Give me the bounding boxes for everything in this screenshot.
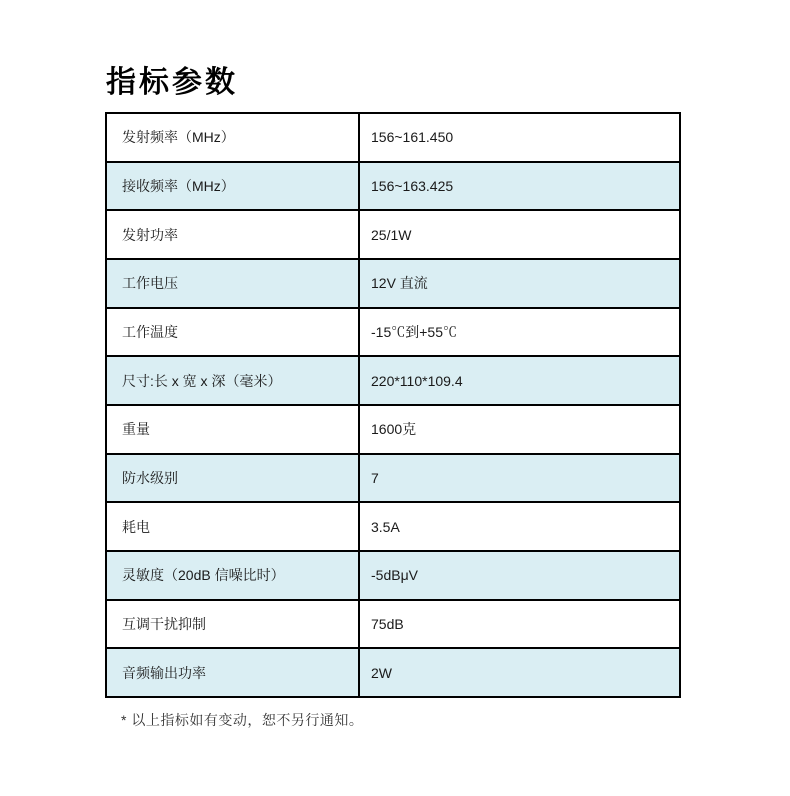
spec-value: -15℃到+55℃: [359, 308, 680, 357]
spec-label: 音频输出功率: [106, 648, 359, 697]
table-row: [106, 600, 680, 649]
spec-label: 防水级别: [106, 454, 359, 503]
spec-label: 重量: [106, 405, 359, 454]
spec-label: 工作电压: [106, 259, 359, 308]
spec-value: -5dBμV: [359, 551, 680, 600]
spec-label: 发射功率: [106, 210, 359, 259]
footnote: * 以上指标如有变动，恕不另行通知。: [121, 712, 364, 728]
table-row: [106, 210, 680, 259]
spec-value: 12V 直流: [359, 259, 680, 308]
spec-value: 220*110*109.4: [359, 356, 680, 405]
table-row: [106, 113, 680, 162]
table-row: [106, 551, 680, 600]
table-row: [106, 648, 680, 697]
spec-value: 156~163.425: [359, 162, 680, 211]
table-row: [106, 454, 680, 503]
table-row: [106, 259, 680, 308]
spec-label: 互调干扰抑制: [106, 600, 359, 649]
page-title: 指标参数: [106, 65, 238, 101]
spec-value: 3.5A: [359, 502, 680, 551]
spec-label: 灵敏度（20dB 信噪比时）: [106, 551, 359, 600]
spec-value: 7: [359, 454, 680, 503]
spec-value: 2W: [359, 648, 680, 697]
spec-table: [105, 112, 681, 698]
spec-label: 工作温度: [106, 308, 359, 357]
table-row: [106, 162, 680, 211]
spec-label: 尺寸:长 x 宽 x 深（毫米）: [106, 356, 359, 405]
table-row: [106, 405, 680, 454]
spec-value: 1600克: [359, 405, 680, 454]
spec-label: 耗电: [106, 502, 359, 551]
table-row: [106, 356, 680, 405]
spec-table-body: [106, 113, 680, 697]
spec-label: 发射频率（MHz）: [106, 113, 359, 162]
spec-value: 75dB: [359, 600, 680, 649]
spec-value: 156~161.450: [359, 113, 680, 162]
table-row: [106, 308, 680, 357]
table-row: [106, 502, 680, 551]
spec-label: 接收频率（MHz）: [106, 162, 359, 211]
spec-value: 25/1W: [359, 210, 680, 259]
